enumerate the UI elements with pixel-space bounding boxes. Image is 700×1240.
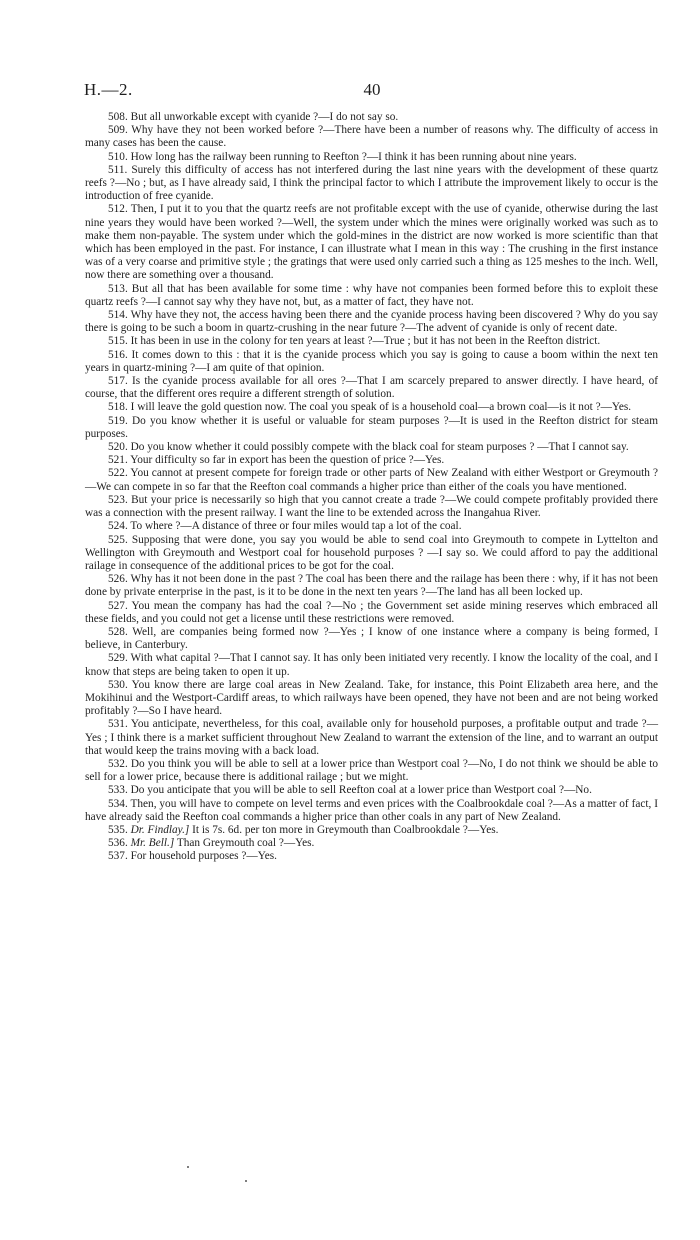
- question-number: 515.: [108, 335, 128, 348]
- question-number: 512.: [108, 203, 128, 216]
- question-paragraph: [85, 573, 658, 599]
- question-number: 531.: [108, 718, 128, 731]
- question-answer-text: It is 7s. 6d. per ton more in Greymouth than Coalbrookdale ?—Yes.: [192, 823, 499, 836]
- question-paragraph: [85, 837, 658, 850]
- question-number: 526.: [108, 573, 128, 586]
- question-paragraph: [85, 309, 658, 335]
- page-header: [84, 80, 660, 102]
- question-number: 528.: [108, 625, 128, 638]
- question-number: 522.: [108, 467, 128, 480]
- question-answer-text: You cannot at present compete for foreign trade or other parts of New Zealand with either Westport or Greymouth ?—We can compete in so far that the Reefton coal commands a higher price than either of the coals you have mentioned.: [85, 467, 659, 493]
- question-paragraph: [85, 718, 658, 758]
- question-number: 536.: [108, 837, 128, 850]
- question-paragraph: [85, 534, 658, 574]
- question-number: 514.: [108, 309, 128, 322]
- question-answer-text: Do you think you will be able to sell at a lower price than Westport coal ?—No, I do not think we should be able to sell for a lower price, because there is additional railage ; but we might.: [85, 757, 659, 784]
- question-number: 520.: [108, 441, 128, 454]
- question-number: 523.: [108, 493, 128, 506]
- question-number: 521.: [108, 454, 128, 467]
- speaker-label: Mr. Bell.]: [130, 837, 175, 850]
- question-number: 530.: [108, 678, 128, 691]
- question-paragraph: [85, 758, 658, 784]
- question-answer-text: You mean the company has had the coal ?—No ; the Government set aside mining reserves which embraced all these fields, and you could not get a license until these restrictions were removed.: [85, 599, 658, 625]
- question-number: 518.: [108, 401, 128, 414]
- question-number: 510.: [108, 150, 128, 163]
- question-answer-text: Why has it not been done in the past ? The coal has been there and the railage has been there : why, if it has not been done by private enterprise in the past, is it to be done in the next ten years ?—The land has all been locked up.: [85, 573, 658, 599]
- question-answer-text: Why have they not, the access having been there and the cyanide process having been discovered ? Why do you say there is going to be such a boom in quartz-crushing in the near future ?—The advent of cyanide is only of recent date.: [85, 309, 658, 335]
- question-answer-text: With what capital ?—That I cannot say. It has only been initiated very recently. I know the locality of the coal, and I know that steps are being taken to open it up.: [85, 652, 658, 678]
- question-paragraph: [85, 798, 658, 824]
- question-answer-text: How long has the railway been running to Reefton ?—I think it has been running about nine years.: [130, 150, 577, 163]
- question-answer-text: Your difficulty so far in export has been the question of price ?—Yes.: [130, 454, 445, 467]
- question-paragraph: [85, 401, 658, 414]
- question-paragraph: [85, 824, 658, 837]
- question-paragraph: [85, 335, 658, 348]
- evidence-text: [85, 111, 658, 864]
- question-paragraph: [85, 415, 658, 441]
- question-answer-text: Than Greymouth coal ?—Yes.: [176, 837, 315, 850]
- question-paragraph: [85, 467, 658, 493]
- question-answer-text: Then, you will have to compete on level terms and even prices with the Coalbrookdale coal ?—As a matter of fact, I have already said the Reefton coal commands a higher price than other coals in any part of New Zealand.: [85, 797, 658, 823]
- question-number: 532.: [108, 757, 128, 770]
- question-answer-text: It has been in use in the colony for ten years at least ?—True ; but it has not been in the Reefton district.: [130, 335, 601, 348]
- question-paragraph: [85, 600, 658, 626]
- question-answer-text: Do you know whether it is useful or valuable for steam purposes ?—It is used in the Reefton district for steam purposes.: [85, 414, 658, 440]
- question-answer-text: It comes down to this : that it is the cyanide process which you say is going to cause a boom within the next ten years in quartz-mining ?—I am quite of that opinion.: [85, 348, 658, 374]
- question-paragraph: [85, 850, 658, 863]
- question-paragraph: [85, 375, 658, 401]
- question-number: 516.: [108, 348, 128, 361]
- scan-speck: [187, 1166, 189, 1168]
- question-answer-text: Why have they not been worked before ?—There have been a number of reasons why. The difficulty of access in many cases has been the cause.: [85, 124, 659, 150]
- question-paragraph: [85, 111, 658, 124]
- question-paragraph: [85, 349, 658, 375]
- question-answer-text: Then, I put it to you that the quartz reefs are not profitable except with the use of cyanide, otherwise during the last nine years they would have been worked ?—Well, the system under which the mines were originally worked was such as to make them non-payable. The system under which the gold-mines in the district are now worked is more scientific than that which has been employed in the past. For instance, I can illustrate what I mean in this way : The crushing in the first instance was of a very coarse and primitive style ; the gratings that were used only carried such a thing as 125 meshes to the inch. Well, now there are something over a thousand.: [85, 203, 658, 282]
- speaker-label: Dr. Findlay.]: [130, 823, 190, 836]
- question-number: 534.: [108, 797, 128, 810]
- question-answer-text: You anticipate, nevertheless, for this coal, available only for household purposes, a profitable output and trade ?—Yes ; I think there is a market sufficient throughout New Zealand to warrant the extension of the line, and to warrant an output that would keep the trains moving with a back load.: [85, 718, 658, 757]
- question-number: 513.: [108, 282, 128, 295]
- question-number: 537.: [108, 850, 128, 863]
- question-number: 529.: [108, 652, 128, 665]
- question-number: 527.: [108, 599, 128, 612]
- question-number: 519.: [108, 414, 128, 427]
- question-paragraph: [85, 520, 658, 533]
- question-paragraph: [85, 441, 658, 454]
- question-paragraph: [85, 652, 658, 678]
- question-number: 535.: [108, 823, 128, 836]
- question-paragraph: [85, 626, 658, 652]
- question-paragraph: [85, 283, 658, 309]
- question-answer-text: For household purposes ?—Yes.: [130, 850, 277, 863]
- question-number: 525.: [108, 533, 128, 546]
- question-answer-text: But all that has been available for some time : why have not companies been formed before this to exploit these quartz reefs ?—I cannot say why they have not, but, as a matter of fact, they have not.: [85, 282, 658, 308]
- question-number: 524.: [108, 520, 128, 533]
- question-number: 533.: [108, 784, 128, 797]
- scan-speck: [245, 1180, 247, 1182]
- question-answer-text: Surely this difficulty of access has not interfered during the last nine years with the development of these quartz reefs ?—No ; but, as I have already said, I think the principal factor to which I attribute the improvement likely to occur is the introduction of free cyanide.: [85, 163, 658, 203]
- question-paragraph: [85, 454, 658, 467]
- question-answer-text: You know there are large coal areas in New Zealand. Take, for instance, this Point Elizabeth area here, and the Mokihinui and the Westport-Cardiff areas, to which railways have been opened, they have not been and are not being worked profitably ?—So I have heard.: [85, 678, 658, 718]
- question-answer-text: Do you anticipate that you will be able to sell Reefton coal at a lower price than Westport coal ?—No.: [130, 784, 592, 797]
- question-paragraph: [85, 124, 658, 150]
- question-answer-text: But your price is necessarily so high that you cannot create a trade ?—We could compete profitably provided there was a connection with the present railway. I want the line to be extended across the Inangahua River.: [85, 493, 658, 520]
- question-number: 511.: [108, 163, 128, 176]
- question-answer-text: Supposing that were done, you say you would be able to send coal into Greymouth to compete in Lyttelton and Wellington with Greymouth and Westport coal for household purposes ? —I say so. We could afford to pay the additional railage in consequence of the additional prices to be got for the coal.: [85, 533, 658, 572]
- question-number: 517.: [108, 375, 128, 388]
- document-reference: H.—2.: [84, 80, 133, 99]
- question-answer-text: Do you know whether it could possibly compete with the black coal for steam purposes ? —That I cannot say.: [130, 441, 629, 454]
- question-answer-text: To where ?—A distance of three or four miles would tap a lot of the coal.: [130, 520, 462, 533]
- question-paragraph: [85, 151, 658, 164]
- question-answer-text: I will leave the gold question now. The coal you speak of is a household coal—a brown coal—is it not ?—Yes.: [130, 401, 632, 414]
- question-answer-text: But all unworkable except with cyanide ?—I do not say so.: [130, 111, 399, 123]
- question-paragraph: [85, 164, 658, 204]
- question-number: 508.: [108, 111, 128, 123]
- question-paragraph: [85, 784, 658, 797]
- question-number: 509.: [108, 124, 128, 137]
- question-paragraph: [85, 494, 658, 520]
- page-number: 40: [363, 80, 381, 99]
- question-paragraph: [85, 679, 658, 719]
- question-answer-text: Is the cyanide process available for all ores ?—That I am scarcely prepared to answer directly. I have heard, of course, that the different ores require a different strength of solution.: [85, 375, 658, 401]
- question-answer-text: Well, are companies being formed now ?—Yes ; I know of one instance where a company is being formed, I believe, in Canterbury.: [85, 625, 659, 652]
- question-paragraph: [85, 203, 658, 282]
